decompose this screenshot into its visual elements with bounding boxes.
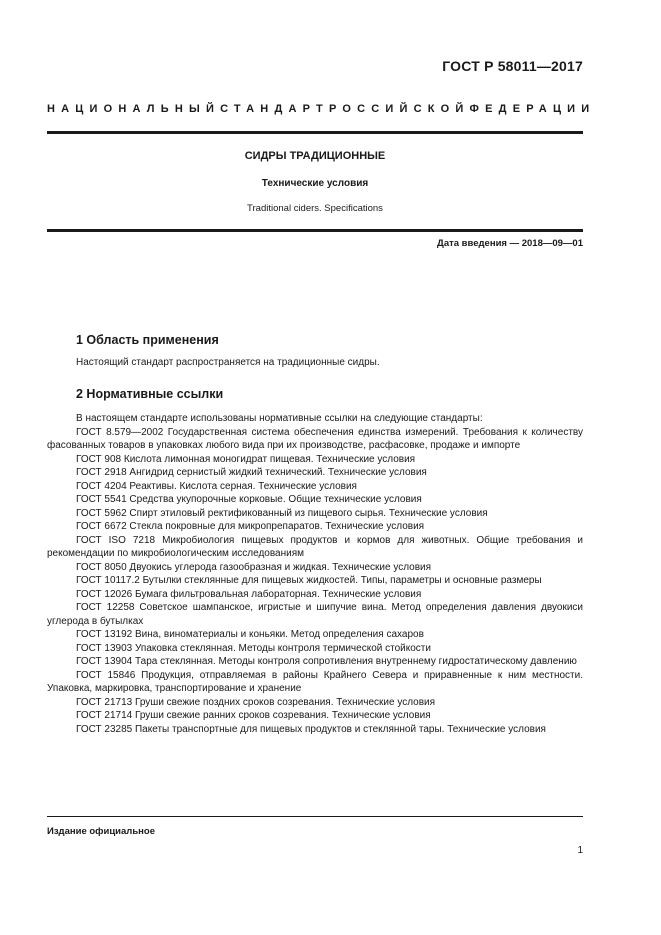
reference-paragraph: ГОСТ 6672 Стекла покровные для микропрепаратов. Технические условия: [76, 521, 425, 532]
section-1-heading: 1 Область применения: [76, 333, 219, 347]
gost-number: ГОСТ Р 58011—2017: [442, 58, 583, 74]
banner-word: ФЕДЕРАЦИИ: [469, 103, 596, 115]
footer-divider: [47, 816, 583, 817]
reference-paragraph: ГОСТ ISO 7218 Микробиология пищевых продуктов и кормов для животных. Общие требования и рекомендации по микробиологическим исследованиям: [47, 534, 583, 559]
reference-paragraph: ГОСТ 13192 Вина, виноматериалы и коньяки. Метод определения сахаров: [76, 629, 424, 640]
reference-paragraph: ГОСТ 12258 Советское шампанское, игристые и шипучие вина. Метод определения давления двуокиси углерода в бутылках: [47, 602, 583, 627]
english-title: Traditional ciders. Specifications: [247, 203, 383, 214]
reference-paragraph: ГОСТ 15846 Продукция, отправляемая в районы Крайнего Севера и приравненные к ним местности. Упаковка, маркировка, транспортирование и хранение: [47, 669, 583, 694]
title-divider: [47, 229, 583, 232]
reference-paragraph: ГОСТ 10117.2 Бутылки стеклянные для пищевых жидкостей. Типы, параметры и основные размеры: [76, 575, 542, 586]
document-subtitle: Технические условия: [261, 178, 369, 189]
effective-date: Дата введения — 2018—09—01: [437, 238, 583, 249]
reference-paragraph: ГОСТ 21714 Груши свежие ранних сроков созревания. Технические условия: [76, 710, 431, 721]
banner-word: СТАНДАРТ: [220, 103, 329, 115]
section-2-heading: 2 Нормативные ссылки: [76, 387, 224, 401]
banner-word: РОССИЙСКОЙ: [328, 103, 470, 115]
reference-paragraph: ГОСТ 13903 Упаковка стеклянная. Методы контроля термической стойкости: [76, 642, 431, 654]
reference-paragraph: ГОСТ 21713 Груши свежие поздних сроков созревания. Технические условия: [76, 696, 436, 708]
page-number: 1: [577, 845, 583, 856]
reference-paragraph: ГОСТ 13904 Тара стеклянная. Методы контроля сопротивления внутреннему гидростатическому давлению: [76, 656, 577, 667]
reference-paragraph: ГОСТ 2918 Ангидрид сернистый жидкий технический. Технические условия: [76, 467, 427, 478]
reference-paragraph: ГОСТ 5962 Спирт этиловый ректификованный из пищевого сырья. Технические условия: [76, 507, 488, 519]
reference-paragraph: ГОСТ 908 Кислота лимонная моногидрат пищевая. Технические условия: [76, 453, 416, 465]
reference-paragraph: ГОСТ 5541 Средства укупорочные корковые. Общие технические условия: [76, 494, 422, 505]
references-list: [47, 412, 583, 736]
reference-paragraph: ГОСТ 12026 Бумага фильтровальная лабораторная. Технические условия: [76, 588, 422, 600]
reference-paragraph: ГОСТ 4204 Реактивы. Кислота серная. Технические условия: [76, 480, 357, 492]
reference-paragraph: В настоящем стандарте использованы нормативные ссылки на следующие стандарты:: [76, 413, 483, 424]
top-divider: [47, 131, 583, 134]
official-edition-label: Издание официальное: [47, 826, 155, 837]
document-title: СИДРЫ ТРАДИЦИОННЫЕ: [244, 150, 386, 162]
reference-paragraph: ГОСТ 23285 Пакеты транспортные для пищевых продуктов и стеклянной тары. Технические условия: [76, 723, 546, 735]
reference-paragraph: ГОСТ 8.579—2002 Государственная система обеспечения единства измерений. Требования к количеству фасованных товаров в упаковках любого вида при их производстве, расфасовке, продаже и импорте: [47, 426, 583, 451]
section-1-text: Настоящий стандарт распространяется на традиционные сидры.: [76, 357, 380, 368]
reference-paragraph: ГОСТ 8050 Двуокись углерода газообразная и жидкая. Технические условия: [76, 561, 432, 573]
national-standard-banner: [47, 103, 596, 115]
banner-word: НАЦИОНАЛЬНЫЙ: [47, 103, 221, 115]
